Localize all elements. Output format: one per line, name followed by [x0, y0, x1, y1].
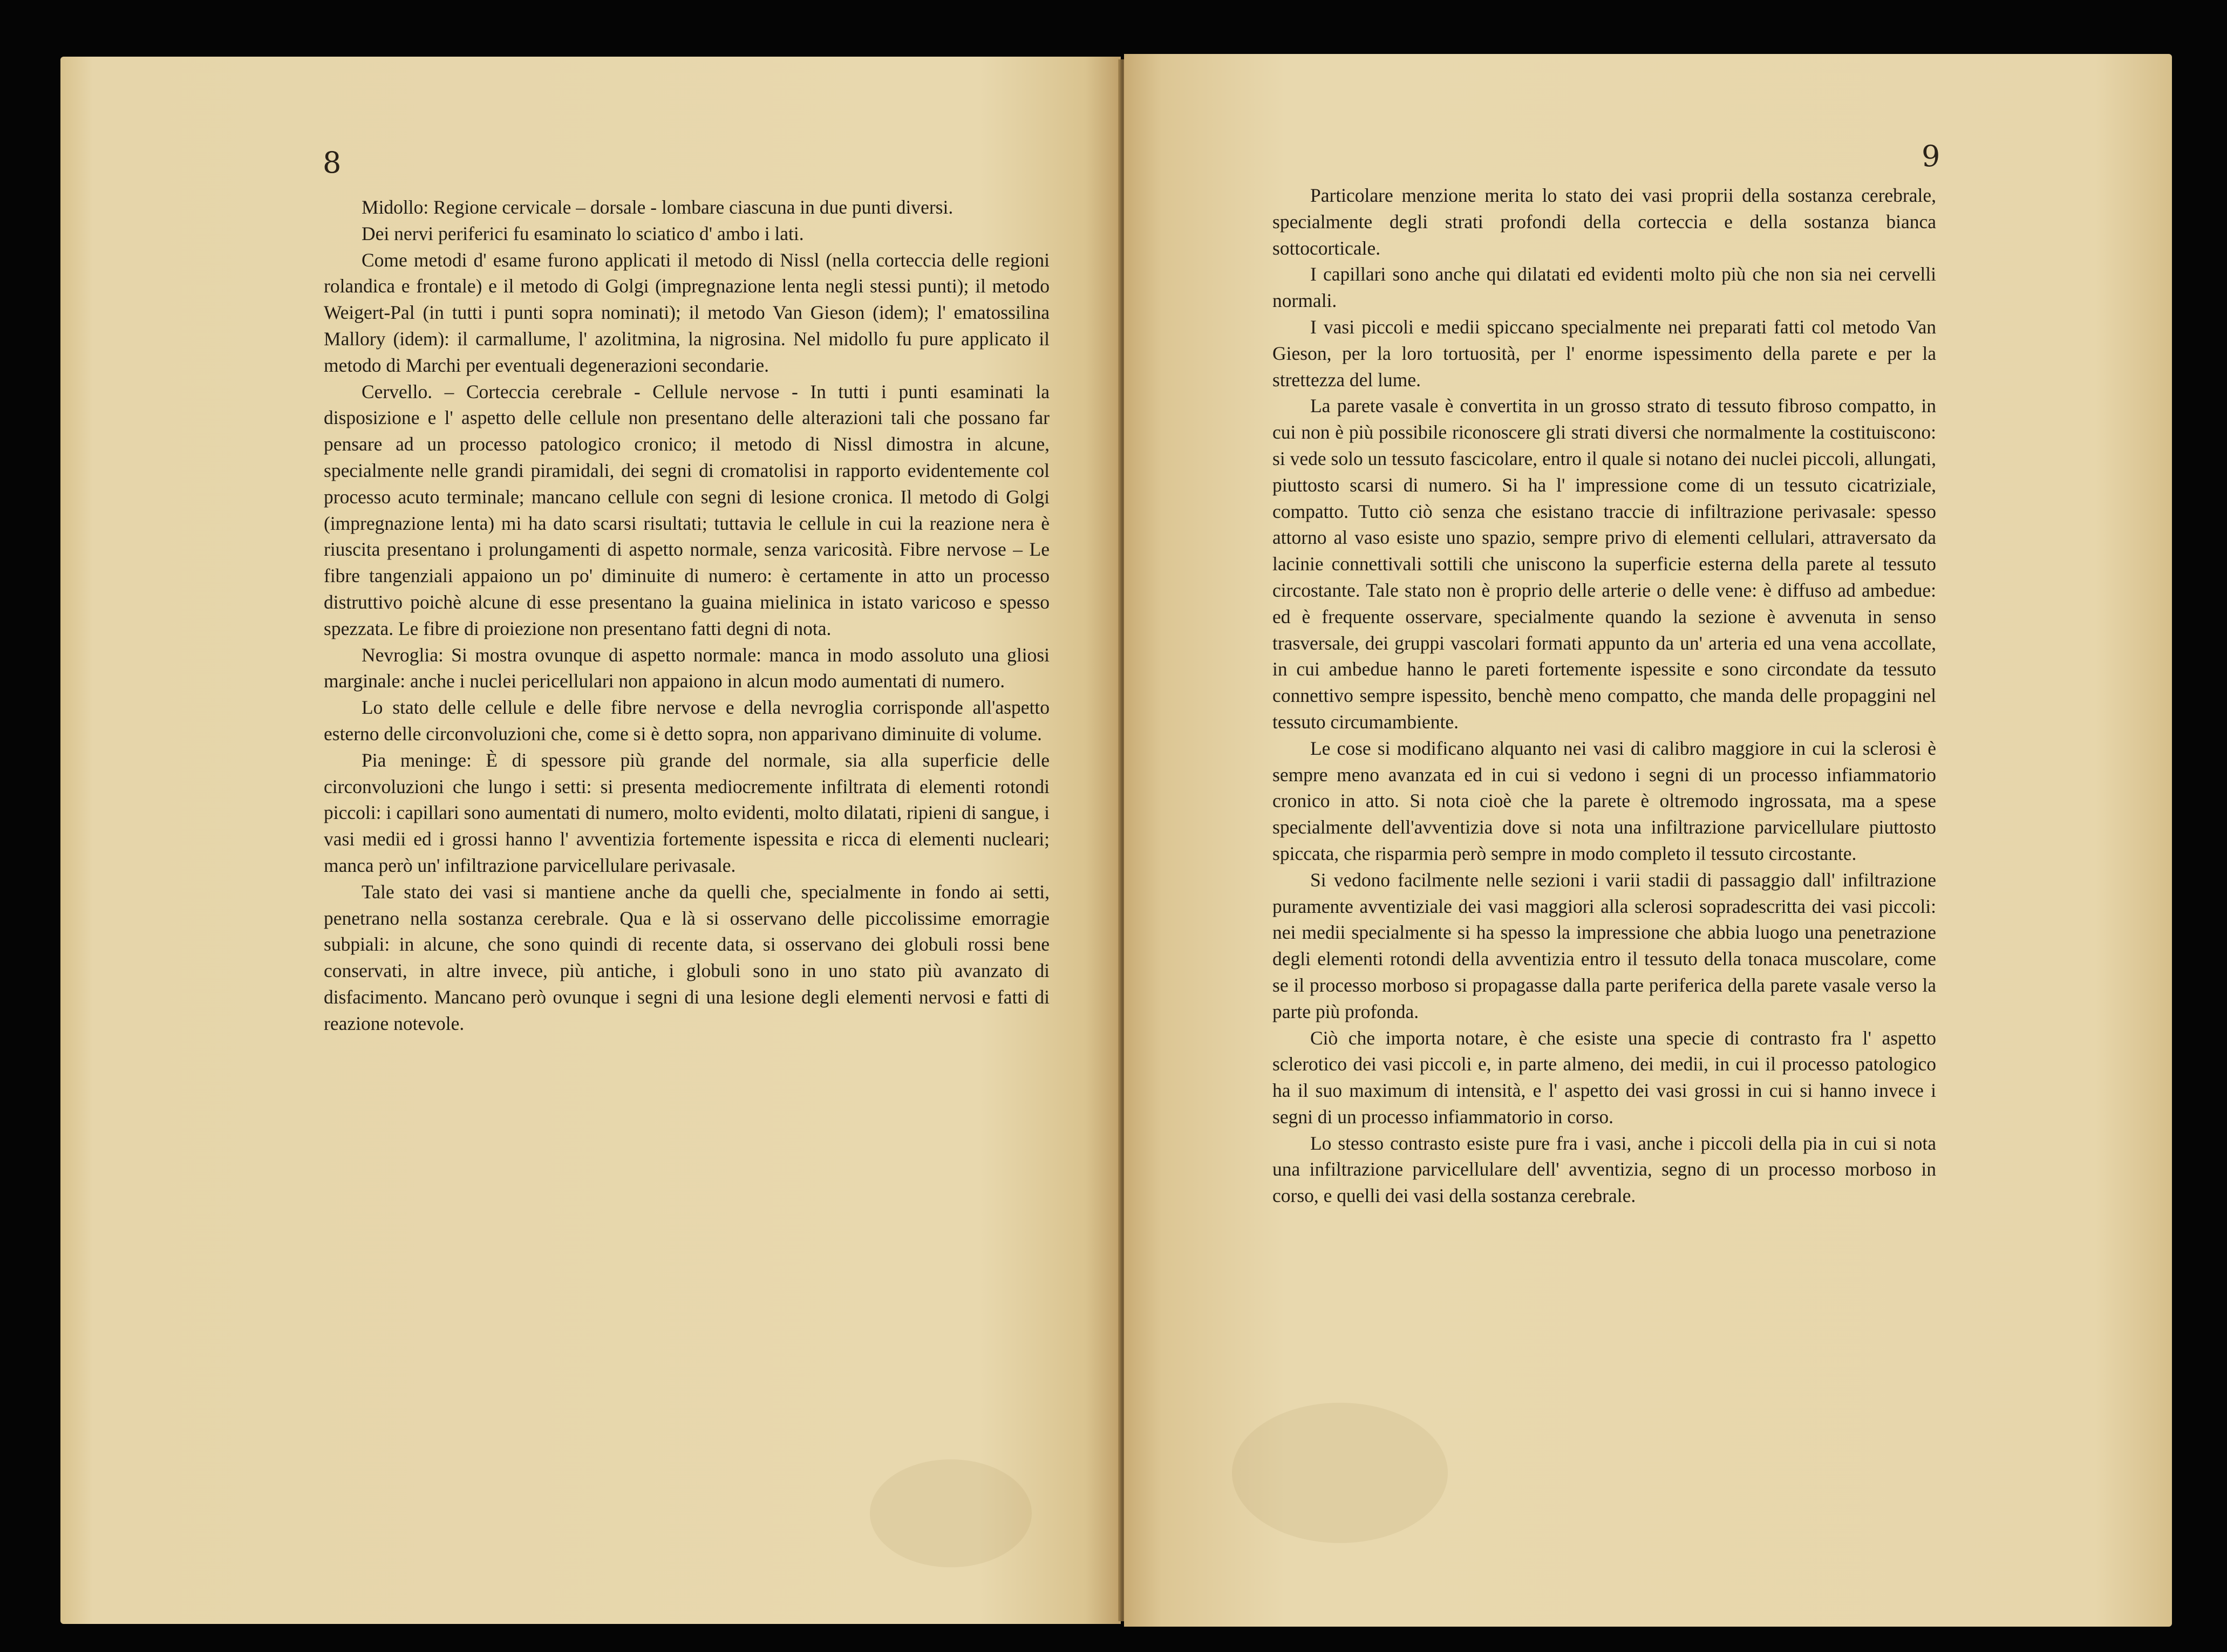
paragraph: I capillari sono anche qui dilatati ed evidenti molto più che non sia nei cervelli normali.: [1272, 263, 1936, 312]
paper-stain: [1232, 1403, 1448, 1543]
page-text: [324, 194, 1050, 1037]
paragraph: Ciò che importa notare, è che esiste una specie di contrasto fra l' aspetto sclerotico dei vasi piccoli e, in parte almeno, dei medii, in cui il processo patologico ha il suo maximum di intensità, e l' aspetto dei vasi grossi in cui si hanno invece i segni di un processo infiammatorio in corso.: [1272, 1027, 1936, 1128]
page-text: [1272, 182, 1936, 1209]
paragraph: Tale stato dei vasi si mantiene anche da quelli che, specialmente in fondo ai setti, penetrano nella sostanza cerebrale. Qua e là si osservano delle piccolissime emorragie subpiali: in alcune, che sono quindi di recente data, si osservano dei globuli rossi bene conservati, in altre invece, più antiche, i globuli sono in uno stato più avanzato di disfacimento. Mancano però ovunque i segni di una lesione degli elementi nervosi e fatti di reazione notevole.: [324, 880, 1050, 1034]
paragraph: Le cose si modificano alquanto nei vasi di calibro maggiore in cui la sclerosi è sempre meno avanzata ed in cui si vedono i segni di un processo infiammatorio cronico in atto. Si nota cioè che la parete è oltremodo ingrossata, ma a spese specialmente dell'avventizia dove si nota una infiltrazione parvicellulare piuttosto spiccata, che risparmia però sempre in modo completo il tessuto circostante.: [1272, 737, 1936, 864]
paragraph: Dei nervi periferici fu esaminato lo sciatico d' ambo i lati.: [362, 222, 804, 244]
paper-stain: [870, 1459, 1032, 1567]
paragraph: Particolare menzione merita lo stato dei vasi proprii della sostanza cerebrale, specialmente degli strati profondi della corteccia e della sostanza bianca sottocorticale.: [1272, 185, 1936, 259]
paragraph: Lo stato delle cellule e delle fibre nervose e della nevroglia corrisponde all'aspetto esterno delle circonvoluzioni che, come si è detto sopra, non apparivano diminuite di volume.: [324, 697, 1050, 745]
paragraph: Si vedono facilmente nelle sezioni i varii stadii di passaggio dall' infiltrazione puramente avventiziale dei vasi maggiori alla sclerosi sopradescritta dei vasi piccoli: nei medii specialmente si ha spesso la impressione che abbia luogo una penetrazione degli elementi rotondi della avventizia entro il tessuto della tonaca muscolare, come se il processo morboso si propagasse dalla parte periferica della parete vasale verso la parte più profonda.: [1272, 869, 1936, 1022]
right-page: [1124, 54, 2172, 1627]
paragraph: I vasi piccoli e medii spiccano specialmente nei preparati fatti col metodo Van Gieson, per la loro tortuosità, per l' enorme ispessimento della parete e per la strettezza del lume.: [1272, 316, 1936, 391]
paragraph: Come metodi d' esame furono applicati il metodo di Nissl (nella corteccia delle regioni rolandica e frontale) e il metodo di Golgi (impregnazione lenta negli stessi punti); il metodo Weigert-Pal (in tutti i punti sopra nominati); il metodo Van Gieson (idem); l' ematossilina Mallory (idem): il carmallume, l' azolitmina, la nigrosina. Nel midollo fu pure applicato il metodo di Marchi per eventuali degenerazioni secondarie.: [324, 249, 1050, 376]
page-number: 9: [1922, 139, 1940, 173]
page-number: 8: [323, 146, 342, 180]
paragraph: Nevroglia: Si mostra ovunque di aspetto normale: manca in modo assoluto una gliosi marginale: anche i nuclei pericellulari non appaiono in alcun modo aumentati di numero.: [324, 644, 1050, 692]
left-page: [60, 57, 1121, 1624]
paragraph: Pia meninge: È di spessore più grande del normale, sia alla superficie delle circonvoluzioni che lungo i setti: si presenta mediocremente infiltrata di elementi rotondi piccoli: i capillari sono aumentati di numero, molto evidenti, molto dilatati, ripieni di sangue, i vasi medii ed i grossi hanno l' avventizia fortemente ispessita e ricca di elementi nucleari; manca però un' infiltrazione parvicellulare perivasale.: [324, 749, 1050, 876]
paragraph: La parete vasale è convertita in un grosso strato di tessuto fibroso compatto, in cui non è più possibile riconoscere gli strati diversi che normalmente la costituiscono: si vede solo un tessuto fascicolare, entro il quale si notano dei nuclei piccoli, allungati, piuttosto scarsi di numero. Si ha l' impressione come di un tessuto cicatriziale, compatto. Tutto ciò senza che esistano traccie di infiltrazione perivasale: spesso attorno al vaso esiste uno spazio, sempre privo di elementi cellulari, attraversato da lacinie connettivali sottili che uniscono la superficie esterna della parete al tessuto circostante. Tale stato non è proprio delle arterie o delle vene: è diffuso ad ambedue: ed è frequente osservare, specialmente quando la sezione è avvenuta in senso trasversale, dei gruppi vascolari formati appunto da un' arteria ed una vena accollate, in cui ambedue hanno le pareti fortemente ispessite e sono circondate da tessuto connettivo sempre ispessito, benchè meno compatto, che manda delle propaggini nel tessuto circumambiente.: [1272, 395, 1936, 733]
paragraph: Midollo: Regione cervicale – dorsale - lombare ciascuna in due punti diversi.: [362, 196, 954, 218]
paragraph: Lo stesso contrasto esiste pure fra i vasi, anche i piccoli della pia in cui si nota una infiltrazione parvicellulare dell' avventizia, segno di un processo morboso in corso, e quelli dei vasi della sostanza cerebrale.: [1272, 1132, 1936, 1207]
paragraph: Cervello. – Corteccia cerebrale - Cellule nervose - In tutti i punti esaminati la disposizione e l' aspetto delle cellule non presentano delle alterazioni tali che possano far pensare ad un processo patologico cronico; il metodo di Nissl dimostra in alcune, specialmente nelle grandi piramidali, dei segni di cromatolisi in rapporto evidentemente col processo acuto terminale; mancano cellule con segni di lesione cronica. Il metodo di Golgi (impregnazione lenta) mi ha dato scarsi risultati; tuttavia le cellule in cui la reazione nera è riuscita presentano i prolungamenti di aspetto normale, senza varicosità. Fibre nervose – Le fibre tangenziali appaiono un po' diminuite di numero: è certamente in atto un processo distruttivo poichè alcune di esse presentano la guaina mielinica in istato varicoso e spesso spezzata. Le fibre di proiezione non presentano fatti degni di nota.: [324, 380, 1050, 639]
